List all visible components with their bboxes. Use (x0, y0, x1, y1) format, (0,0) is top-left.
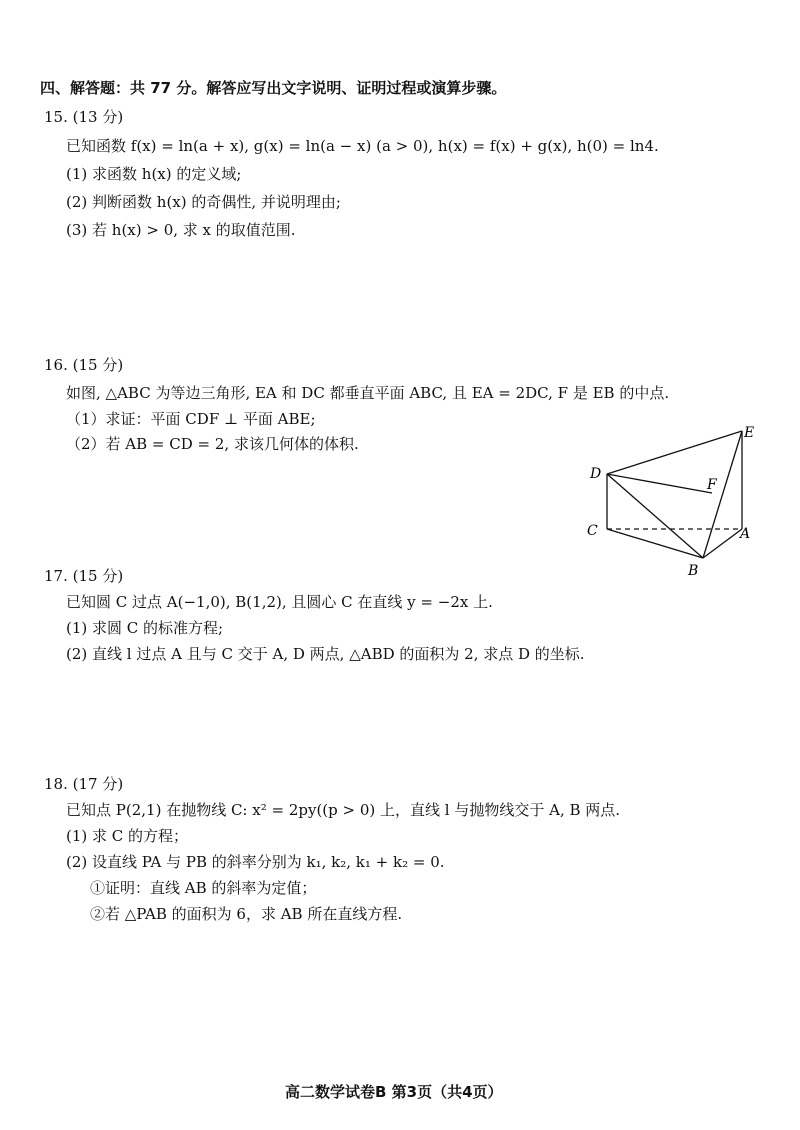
problem-part: (1) 求 C 的方程； (66, 827, 189, 845)
edge-EB (703, 431, 742, 558)
problem-header: 18. (17 分) (44, 775, 124, 793)
problem-header: 15. (13 分) (44, 108, 124, 126)
label-F: F (707, 477, 717, 493)
label-D: D (590, 466, 602, 482)
problem-header: 16. (15 分) (44, 356, 124, 374)
label-C: C (587, 523, 598, 539)
page-footer: 高二数学试卷B 第3页（共4页） (285, 1083, 503, 1101)
problem-part: (2) 判断函数 h(x) 的奇偶性, 并说明理由; (66, 193, 341, 211)
section-title: 四、解答题：共 77 分。解答应写出文字说明、证明过程或演算步骤。 (40, 79, 507, 97)
problem-part: (3) 若 h(x) > 0, 求 x 的取值范围. (66, 221, 296, 239)
problem-statement: 已知函数 f(x) = ln(a + x), g(x) = ln(a − x) (a > 0), h(x) = f(x) + g(x), h(0) = ln4. (66, 137, 659, 155)
label-B: B (688, 563, 699, 579)
problem-subpart: ①证明：直线 AB 的斜率为定值； (90, 879, 317, 897)
problem-part: (1) 求函数 h(x) 的定义域; (66, 165, 242, 183)
label-E: E (744, 425, 755, 441)
problem-part: (1) 求圆 C 的标准方程; (66, 619, 224, 637)
problem-statement: 如图, △ABC 为等边三角形, EA 和 DC 都垂直平面 ABC, 且 EA = 2DC, F 是 EB 的中点. (66, 384, 670, 402)
label-A: A (740, 526, 751, 542)
edge-CB (607, 529, 703, 558)
problem-part: （1）求证：平面 CDF ⊥ 平面 ABE; (66, 410, 316, 428)
problem-part: (2) 直线 l 过点 A 且与 C 交于 A, D 两点, △ABD 的面积为 2, 求点 D 的坐标. (66, 645, 585, 663)
edge-DB (607, 474, 703, 558)
problem-header: 17. (15 分) (44, 567, 124, 585)
problem-statement: 已知圆 C 过点 A(−1,0), B(1,2), 且圆心 C 在直线 y = −2x 上. (66, 593, 493, 611)
edge-DE (607, 431, 742, 474)
edge-AB (703, 529, 742, 558)
geometry-figure (570, 415, 770, 585)
problem-statement: 已知点 P(2,1) 在抛物线 C: x² = 2py((p > 0) 上，直线 l 与抛物线交于 A, B 两点. (66, 801, 621, 819)
problem-subpart: ②若 △PAB 的面积为 6，求 AB 所在直线方程. (90, 905, 403, 923)
problem-part: （2）若 AB = CD = 2, 求该几何体的体积. (66, 435, 359, 453)
problem-part: (2) 设直线 PA 与 PB 的斜率分别为 k₁, k₂, k₁ + k₂ = 0. (66, 853, 445, 871)
edge-DF (607, 474, 712, 493)
